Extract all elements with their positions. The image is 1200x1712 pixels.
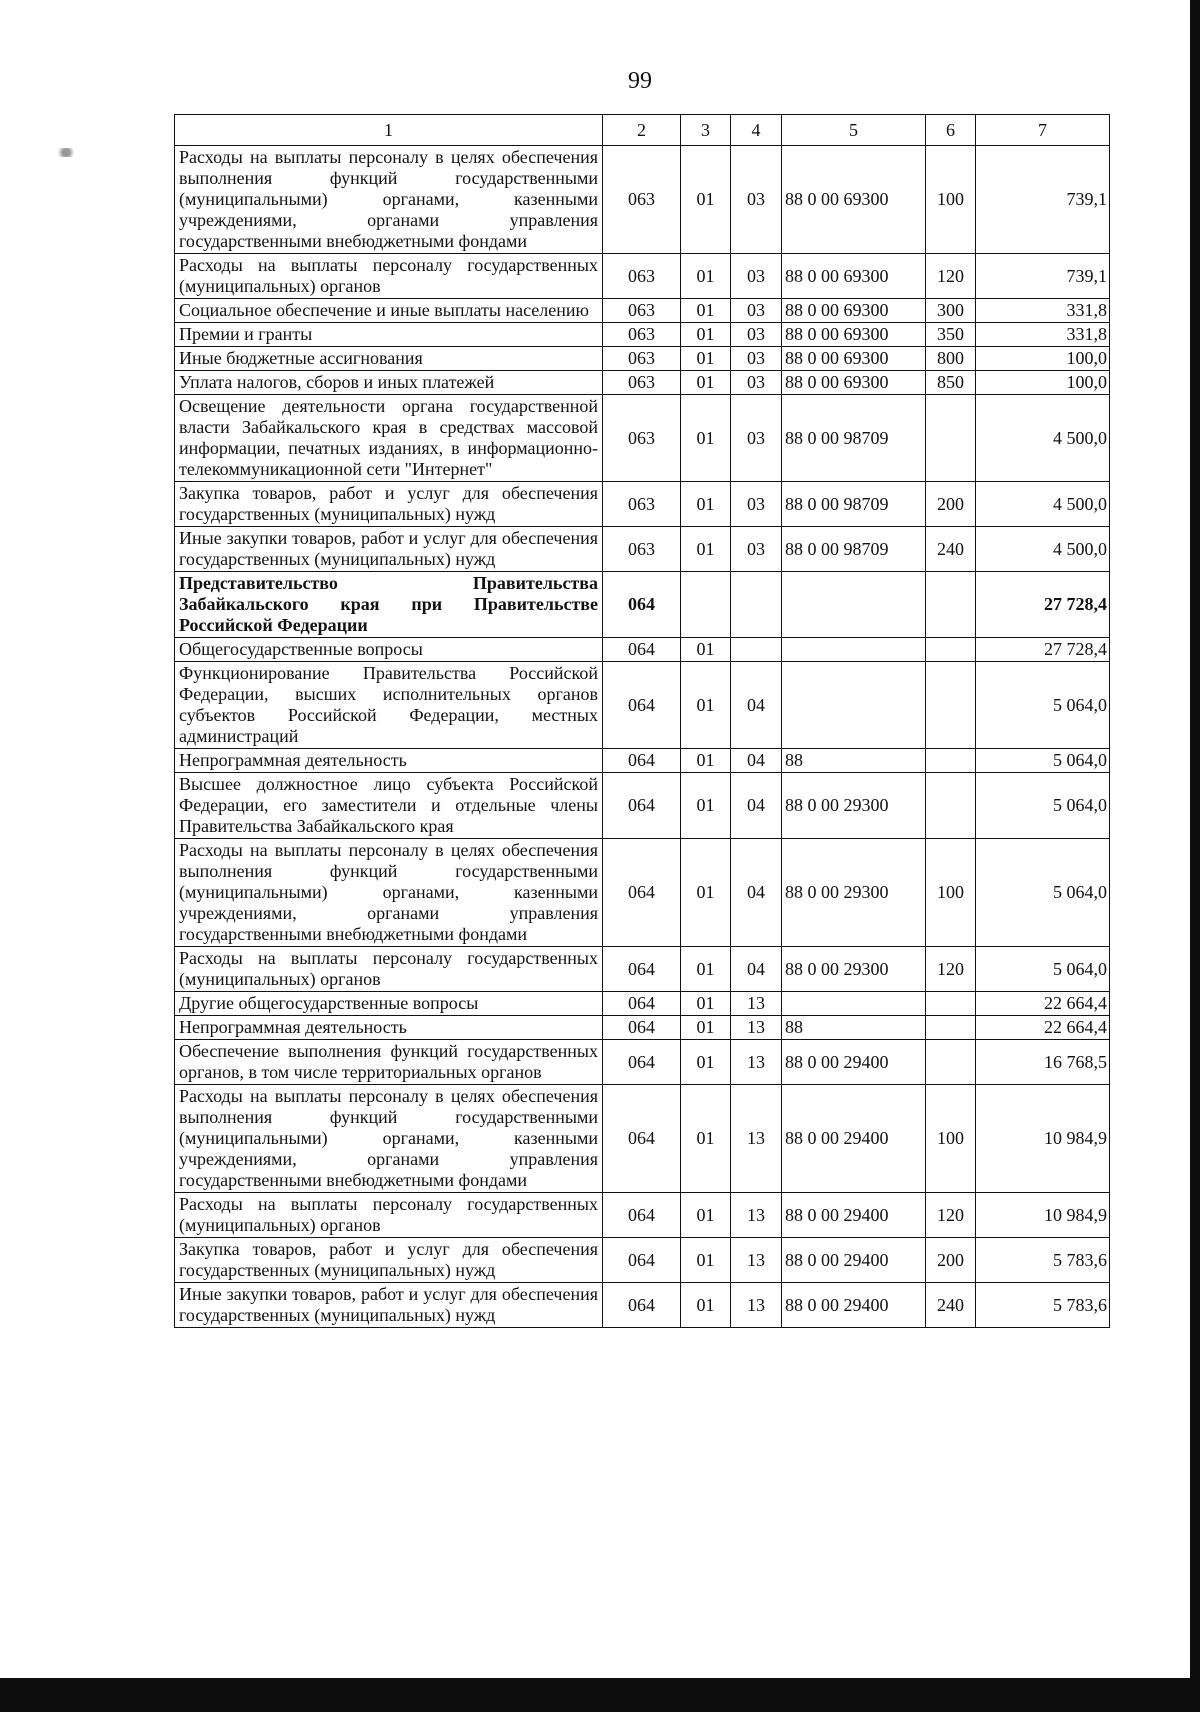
cell-rz: 01: [681, 1085, 731, 1193]
cell-name: Расходы на выплаты персоналу в целях обеспечения выполнения функций государственными (муниципальными) органами, казенными учреждениями, органами управления государственными внебюджетными фондами: [175, 1085, 603, 1193]
cell-sum: 4 500,0: [976, 527, 1110, 572]
table-row: [175, 947, 1110, 992]
cell-pr: 03: [731, 371, 782, 395]
table-row: [175, 1040, 1110, 1085]
table-row: [175, 1016, 1110, 1040]
cell-name: Функционирование Правительства Российской Федерации, высших исполнительных органов субъектов Российской Федерации, местных администраций: [175, 662, 603, 749]
cell-rz: 01: [681, 1040, 731, 1085]
cell-rz: 01: [681, 371, 731, 395]
cell-csr: 88 0 00 29400: [782, 1193, 926, 1238]
cell-pr: 13: [731, 1085, 782, 1193]
cell-sum: 331,8: [976, 323, 1110, 347]
cell-name: Освещение деятельности органа государственной власти Забайкальского края в средствах массовой информации, печатных изданиях, в информационно-телекоммуникационной сети "Интернет": [175, 395, 603, 482]
table-row: [175, 839, 1110, 947]
cell-csr: 88 0 00 69300: [782, 146, 926, 254]
cell-sum: 4 500,0: [976, 482, 1110, 527]
table-row: [175, 482, 1110, 527]
table-row: [175, 1238, 1110, 1283]
cell-name: Расходы на выплаты персоналу государственных (муниципальных) органов: [175, 947, 603, 992]
cell-name: Высшее должностное лицо субъекта Российской Федерации, его заместители и отдельные члены Правительства Забайкальского края: [175, 773, 603, 839]
cell-ved: 063: [603, 527, 681, 572]
cell-sum: 5 064,0: [976, 749, 1110, 773]
cell-name: Иные закупки товаров, работ и услуг для обеспечения государственных (муниципальных) нужд: [175, 1283, 603, 1328]
cell-sum: 5 064,0: [976, 947, 1110, 992]
cell-sum: 22 664,4: [976, 1016, 1110, 1040]
cell-ved: 063: [603, 395, 681, 482]
cell-rz: 01: [681, 1283, 731, 1328]
cell-csr: 88 0 00 29400: [782, 1040, 926, 1085]
cell-pr: 13: [731, 992, 782, 1016]
budget-table: [174, 114, 1110, 1328]
cell-vr: [926, 395, 976, 482]
cell-ved: 064: [603, 839, 681, 947]
header-cell: 5: [782, 115, 926, 146]
cell-pr: 13: [731, 1193, 782, 1238]
cell-rz: 01: [681, 299, 731, 323]
cell-csr: 88 0 00 69300: [782, 254, 926, 299]
cell-vr: [926, 572, 976, 638]
cell-vr: 120: [926, 254, 976, 299]
cell-name: Непрограммная деятельность: [175, 749, 603, 773]
cell-pr: 03: [731, 254, 782, 299]
cell-sum: 739,1: [976, 254, 1110, 299]
cell-sum: 27 728,4: [976, 572, 1110, 638]
cell-ved: 063: [603, 371, 681, 395]
cell-vr: [926, 773, 976, 839]
cell-csr: 88 0 00 69300: [782, 299, 926, 323]
cell-csr: 88 0 00 29400: [782, 1085, 926, 1193]
cell-pr: 13: [731, 1238, 782, 1283]
cell-name: Расходы на выплаты персоналу государственных (муниципальных) органов: [175, 254, 603, 299]
cell-pr: 03: [731, 299, 782, 323]
cell-name: Уплата налогов, сборов и иных платежей: [175, 371, 603, 395]
cell-pr: [731, 638, 782, 662]
cell-csr: [782, 572, 926, 638]
cell-name: Закупка товаров, работ и услуг для обеспечения государственных (муниципальных) нужд: [175, 482, 603, 527]
cell-ved: 063: [603, 254, 681, 299]
cell-vr: 800: [926, 347, 976, 371]
cell-vr: 300: [926, 299, 976, 323]
cell-vr: 100: [926, 1085, 976, 1193]
header-cell: 6: [926, 115, 976, 146]
cell-name: Закупка товаров, работ и услуг для обеспечения государственных (муниципальных) нужд: [175, 1238, 603, 1283]
cell-name: Иные бюджетные ассигнования: [175, 347, 603, 371]
cell-name: Представительство Правительства Забайкальского края при Правительстве Российской Федерации: [175, 572, 603, 638]
header-cell: 1: [175, 115, 603, 146]
cell-pr: 03: [731, 527, 782, 572]
cell-pr: [731, 572, 782, 638]
cell-rz: 01: [681, 527, 731, 572]
cell-pr: 04: [731, 947, 782, 992]
cell-rz: 01: [681, 839, 731, 947]
cell-vr: 350: [926, 323, 976, 347]
table-row: [175, 572, 1110, 638]
cell-rz: 01: [681, 749, 731, 773]
cell-name: Социальное обеспечение и иные выплаты населению: [175, 299, 603, 323]
cell-csr: 88 0 00 98709: [782, 482, 926, 527]
cell-name: Обеспечение выполнения функций государственных органов, в том числе территориальных органов: [175, 1040, 603, 1085]
table-row: [175, 992, 1110, 1016]
cell-vr: [926, 1040, 976, 1085]
cell-sum: 4 500,0: [976, 395, 1110, 482]
page-number: 99: [628, 68, 652, 94]
cell-ved: 063: [603, 482, 681, 527]
cell-pr: 03: [731, 482, 782, 527]
cell-vr: [926, 662, 976, 749]
cell-vr: [926, 749, 976, 773]
table-row: [175, 1283, 1110, 1328]
scan-speck: [55, 148, 77, 157]
table-row: [175, 254, 1110, 299]
cell-pr: 13: [731, 1283, 782, 1328]
cell-ved: 064: [603, 638, 681, 662]
header-cell: 4: [731, 115, 782, 146]
cell-vr: 240: [926, 527, 976, 572]
cell-ved: 064: [603, 749, 681, 773]
table-row: [175, 347, 1110, 371]
cell-name: Иные закупки товаров, работ и услуг для обеспечения государственных (муниципальных) нужд: [175, 527, 603, 572]
scan-border-right: [1190, 0, 1200, 1712]
table-row: [175, 638, 1110, 662]
cell-ved: 064: [603, 662, 681, 749]
cell-rz: 01: [681, 1193, 731, 1238]
cell-csr: 88 0 00 69300: [782, 323, 926, 347]
header-row: [175, 115, 1110, 146]
cell-ved: 064: [603, 1016, 681, 1040]
cell-sum: 27 728,4: [976, 638, 1110, 662]
cell-vr: [926, 638, 976, 662]
cell-name: Непрограммная деятельность: [175, 1016, 603, 1040]
cell-pr: 04: [731, 839, 782, 947]
cell-pr: 13: [731, 1040, 782, 1085]
cell-csr: [782, 638, 926, 662]
scan-border-bottom: [0, 1678, 1200, 1712]
cell-rz: 01: [681, 992, 731, 1016]
table-row: [175, 299, 1110, 323]
cell-sum: 5 783,6: [976, 1238, 1110, 1283]
cell-csr: 88 0 00 29400: [782, 1283, 926, 1328]
cell-csr: 88 0 00 29300: [782, 947, 926, 992]
cell-pr: 03: [731, 395, 782, 482]
cell-csr: [782, 662, 926, 749]
cell-vr: 240: [926, 1283, 976, 1328]
cell-ved: 064: [603, 773, 681, 839]
cell-name: Расходы на выплаты персоналу в целях обеспечения выполнения функций государственными (муниципальными) органами, казенными учреждениями, органами управления государственными внебюджетными фондами: [175, 146, 603, 254]
cell-vr: [926, 1016, 976, 1040]
cell-pr: 03: [731, 323, 782, 347]
cell-ved: 064: [603, 572, 681, 638]
cell-rz: 01: [681, 254, 731, 299]
cell-sum: 5 064,0: [976, 773, 1110, 839]
cell-rz: 01: [681, 638, 731, 662]
cell-rz: 01: [681, 482, 731, 527]
cell-name: Расходы на выплаты персоналу государственных (муниципальных) органов: [175, 1193, 603, 1238]
header-cell: 7: [976, 115, 1110, 146]
cell-name: Расходы на выплаты персоналу в целях обеспечения выполнения функций государственными (муниципальными) органами, казенными учреждениями, органами управления государственными внебюджетными фондами: [175, 839, 603, 947]
cell-sum: 5 783,6: [976, 1283, 1110, 1328]
cell-rz: 01: [681, 773, 731, 839]
cell-vr: 850: [926, 371, 976, 395]
cell-vr: [926, 992, 976, 1016]
cell-csr: 88: [782, 1016, 926, 1040]
table-row: [175, 323, 1110, 347]
cell-sum: 22 664,4: [976, 992, 1110, 1016]
table-row: [175, 662, 1110, 749]
table-row: [175, 371, 1110, 395]
cell-ved: 064: [603, 947, 681, 992]
header-cell: 3: [681, 115, 731, 146]
cell-pr: 04: [731, 749, 782, 773]
cell-ved: 063: [603, 347, 681, 371]
cell-sum: 739,1: [976, 146, 1110, 254]
cell-sum: 10 984,9: [976, 1193, 1110, 1238]
table-row: [175, 146, 1110, 254]
cell-pr: 03: [731, 347, 782, 371]
table-row: [175, 527, 1110, 572]
cell-name: Общегосударственные вопросы: [175, 638, 603, 662]
cell-rz: 01: [681, 1238, 731, 1283]
cell-csr: 88: [782, 749, 926, 773]
cell-ved: 064: [603, 1085, 681, 1193]
cell-csr: 88 0 00 29300: [782, 839, 926, 947]
cell-sum: 16 768,5: [976, 1040, 1110, 1085]
table-row: [175, 1085, 1110, 1193]
cell-pr: 04: [731, 773, 782, 839]
cell-vr: 120: [926, 947, 976, 992]
table-row: [175, 1193, 1110, 1238]
cell-ved: 063: [603, 299, 681, 323]
cell-vr: 100: [926, 146, 976, 254]
cell-rz: 01: [681, 323, 731, 347]
cell-sum: 100,0: [976, 347, 1110, 371]
cell-ved: 063: [603, 323, 681, 347]
cell-name: Другие общегосударственные вопросы: [175, 992, 603, 1016]
cell-ved: 064: [603, 1238, 681, 1283]
cell-csr: 88 0 00 29300: [782, 773, 926, 839]
cell-vr: 120: [926, 1193, 976, 1238]
cell-csr: 88 0 00 69300: [782, 347, 926, 371]
cell-ved: 063: [603, 146, 681, 254]
cell-sum: 10 984,9: [976, 1085, 1110, 1193]
cell-ved: 064: [603, 1193, 681, 1238]
table-row: [175, 749, 1110, 773]
cell-ved: 064: [603, 992, 681, 1016]
table-row: [175, 773, 1110, 839]
cell-vr: 100: [926, 839, 976, 947]
cell-sum: 5 064,0: [976, 662, 1110, 749]
cell-sum: 100,0: [976, 371, 1110, 395]
table-row: [175, 395, 1110, 482]
header-cell: 2: [603, 115, 681, 146]
cell-pr: 04: [731, 662, 782, 749]
cell-pr: 13: [731, 1016, 782, 1040]
cell-rz: 01: [681, 146, 731, 254]
cell-rz: 01: [681, 395, 731, 482]
cell-rz: 01: [681, 1016, 731, 1040]
cell-csr: [782, 992, 926, 1016]
cell-vr: 200: [926, 1238, 976, 1283]
cell-pr: 03: [731, 146, 782, 254]
cell-rz: 01: [681, 662, 731, 749]
cell-rz: [681, 572, 731, 638]
cell-sum: 331,8: [976, 299, 1110, 323]
cell-csr: 88 0 00 29400: [782, 1238, 926, 1283]
cell-ved: 064: [603, 1283, 681, 1328]
cell-ved: 064: [603, 1040, 681, 1085]
cell-name: Премии и гранты: [175, 323, 603, 347]
cell-rz: 01: [681, 947, 731, 992]
cell-sum: 5 064,0: [976, 839, 1110, 947]
cell-rz: 01: [681, 347, 731, 371]
cell-csr: 88 0 00 98709: [782, 527, 926, 572]
cell-vr: 200: [926, 482, 976, 527]
cell-csr: 88 0 00 69300: [782, 371, 926, 395]
cell-csr: 88 0 00 98709: [782, 395, 926, 482]
